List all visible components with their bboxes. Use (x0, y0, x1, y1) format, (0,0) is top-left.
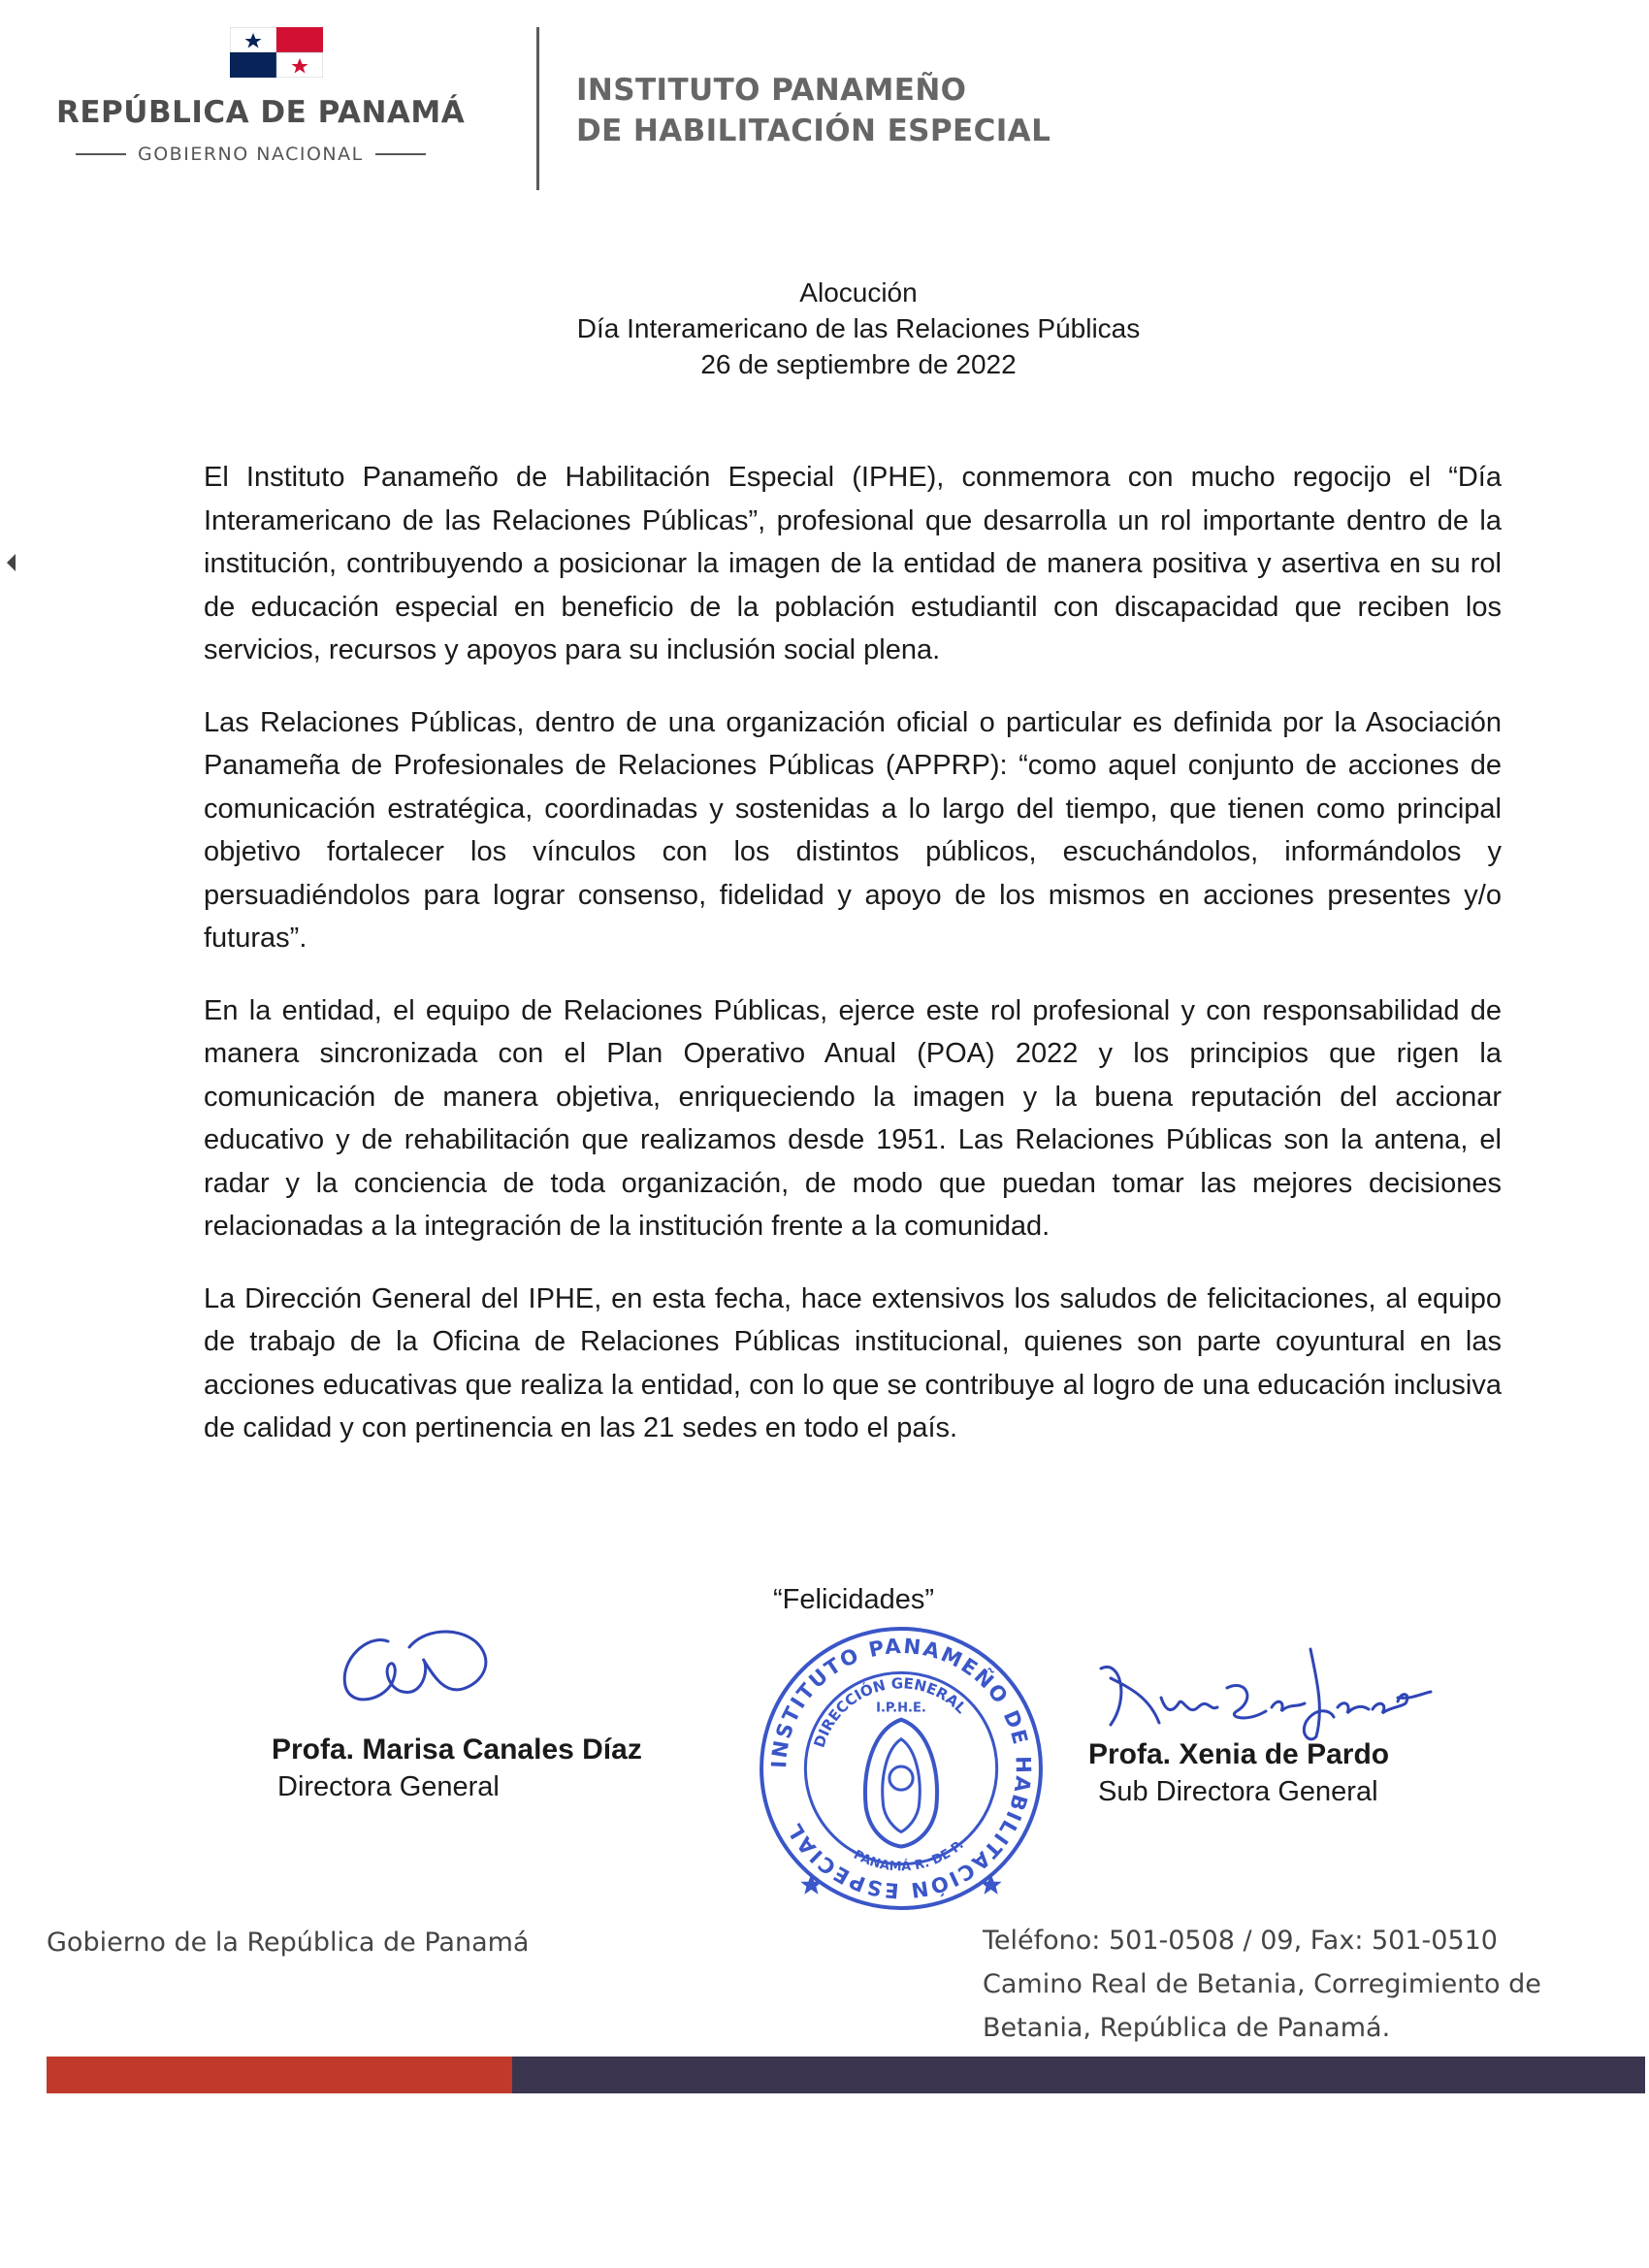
official-seal-stamp (755, 1622, 1048, 1915)
seal-center-text: I.P.H.E. (876, 1701, 926, 1716)
institute-name (576, 70, 1081, 151)
title-line3: 26 de septiembre de 2022 (700, 349, 1017, 379)
footer-contact (983, 1919, 1623, 2050)
divider (76, 153, 126, 155)
footer-address-line1: Camino Real de Betania, Corregimiento de (983, 1969, 1541, 1999)
footer-address-line2: Betania, República de Panamá. (983, 2013, 1391, 2043)
footer-bar-red (47, 2057, 512, 2093)
signatory-director (272, 1732, 718, 1805)
government-subtitle (76, 144, 483, 165)
document-title (369, 275, 1348, 382)
paragraph: En la entidad, el equipo de Relaciones Públicas, ejerce este rol profesional y con responsabilidad de manera sincronizada con el Plan Operativo Anual (POA) 2022 y los principios que rigen la comunicación de manera objetiva, enriqueciendo la imagen y la buena reputación del accionar educativo y de rehabilitación que realizamos desde 1951. Las Relaciones Públicas son la antena, el radar y la conciencia de toda organización, de modo que puedan tomar las mejores decisiones relacionadas a la integración de la institución frente a la comunidad. (204, 994, 1502, 1242)
title-line1: Alocución (799, 277, 918, 308)
signatory-role: Sub Directora General (1098, 1776, 1378, 1807)
director-signature (330, 1620, 514, 1717)
title-line2: Día Interamericano de las Relaciones Públicas (576, 313, 1141, 343)
signatory-role: Directora General (277, 1771, 500, 1802)
footer-government: Gobierno de la República de Panamá (47, 1928, 530, 1958)
divider (375, 153, 426, 155)
panama-flag-logo (230, 27, 323, 78)
institute-name-line1: INSTITUTO PANAMEÑO (576, 73, 967, 108)
government-subtitle-text: GOBIERNO NACIONAL (138, 144, 364, 165)
footer-phone: Teléfono: 501-0508 / 09, Fax: 501-0510 (983, 1926, 1498, 1956)
paragraph: El Instituto Panameño de Habilitación Especial (IPHE), conmemora con mucho regocijo el “Día Interamericano de las Relaciones Públicas”, profesional que desarrolla un rol importante dentro de la institución, contribuyendo a posicionar la imagen de la entidad de manera positiva y asertiva en su rol de educación especial en beneficio de la población estudiantil con discapacidad que reciben los servicios, recursos y apoyos para su inclusión social plena. (204, 462, 1502, 665)
seal-outer-text: INSTITUTO PANAMEÑO DE HABILITACIÓN ESPECIAL (766, 1633, 1036, 1904)
signatory-name: Profa. Marisa Canales Díaz (272, 1733, 642, 1766)
footer-bar-dark (512, 2057, 1645, 2093)
scan-margin-mark (7, 554, 16, 571)
seal-bottom-text: PANAMÁ R. DE P. (851, 1837, 967, 1875)
signatory-subdirector (1088, 1736, 1496, 1810)
subdirector-signature (1091, 1639, 1440, 1746)
seal-inner-text: DIRECCIÓN GENERAL (810, 1674, 970, 1750)
footer-color-bar (47, 2057, 1645, 2093)
paragraph: La Dirección General del IPHE, en esta fecha, hace extensivos los saludos de felicitaciones, al equipo de trabajo de la Oficina de Relaciones Públicas institucional, quienes son parte coyuntural en las acciones educativas que realiza la entidad, con lo que se contribuye al logro de una educación inclusiva de calidad y con pertinencia en las 21 sedes en todo el país. (204, 1282, 1502, 1443)
government-title: REPÚBLICA DE PANAMÁ (56, 95, 466, 130)
letter-body (204, 456, 1502, 1479)
paragraph: Las Relaciones Públicas, dentro de una organización oficial o particular es definida por la Asociación Panameña de Profesionales de Relaciones Públicas (APPRP): “como aquel conjunto de acciones de comunicación estratégica, coordinadas y sostenidas a lo largo del tiempo, que tienen como principal objetivo fortalecer los vínculos con los distintos públicos, escuchándolos, informándolos y persuadiéndolos para lograr consenso, fidelidad y apoyo de los mismos en acciones presentes y/o futuras”. (204, 706, 1502, 954)
closing-greeting: “Felicidades” (773, 1584, 934, 1615)
signatory-name: Profa. Xenia de Pardo (1088, 1738, 1390, 1770)
header-divider (536, 27, 539, 190)
institute-name-line2: DE HABILITACIÓN ESPECIAL (576, 113, 1051, 148)
